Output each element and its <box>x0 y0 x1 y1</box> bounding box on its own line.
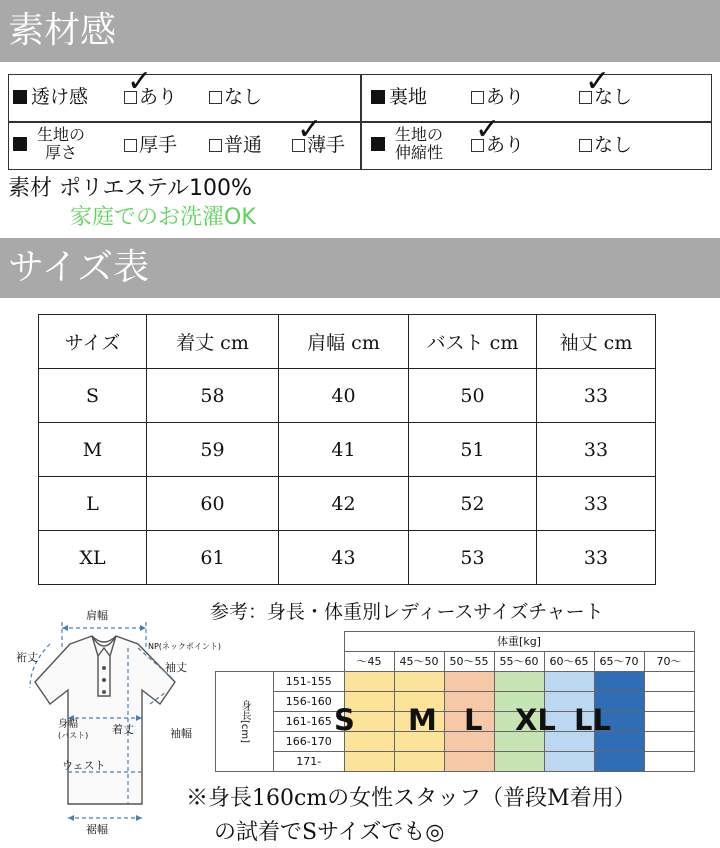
table-row <box>216 712 695 732</box>
chart-title: 参考：身長・体重別レディースサイズチャート <box>210 601 604 623</box>
washable-note: 家庭でのお洗濯OK <box>70 205 256 230</box>
size-label-l: L <box>464 703 483 737</box>
table-header-cell: 着丈 cm <box>147 315 279 369</box>
height-row-label: 166-170 <box>274 732 345 752</box>
weight-col: 50～55 <box>444 652 494 672</box>
checkmark-icon: ✓ <box>297 112 323 147</box>
sleeve-width-label: 袖幅 <box>170 727 192 740</box>
checkbox-icon <box>471 91 484 104</box>
hem-width-label: 裾幅 <box>86 823 108 836</box>
length-label: 着丈 <box>112 723 134 736</box>
chart-cell <box>644 692 694 712</box>
checkmark-icon: ✓ <box>585 64 611 99</box>
table-cell: 42 <box>279 477 409 531</box>
chart-cell <box>644 732 694 752</box>
size-label-s: S <box>334 703 355 737</box>
table-header-row <box>39 315 656 369</box>
size-chart-table <box>215 631 695 772</box>
size-label-ll: LL <box>574 703 611 737</box>
thickness-normal-option: 普通 <box>209 136 262 155</box>
fabric-composition: 素材 ポリエステル100% <box>8 176 252 201</box>
shoulder-label: 肩幅 <box>86 609 108 622</box>
checkbox-icon <box>579 139 592 152</box>
size-table <box>38 314 656 585</box>
table-header-cell: バスト cm <box>409 315 537 369</box>
staff-note-line2: の試着でSサイズでも◎ <box>214 820 445 845</box>
lining-no-option: なし <box>579 88 632 107</box>
chart-cell <box>394 672 444 692</box>
size-label-m: M <box>408 703 437 737</box>
checkbox-icon <box>209 91 222 104</box>
checkmark-icon: ✓ <box>127 64 153 99</box>
table-row <box>216 752 695 772</box>
table-cell: XL <box>39 531 147 585</box>
transparency-yes-option: あり <box>124 88 177 107</box>
chart-cell <box>544 672 594 692</box>
table-cell: 60 <box>147 477 279 531</box>
thickness-thick-option: 厚手 <box>124 136 177 155</box>
chart-cell <box>544 752 594 772</box>
material-table <box>8 64 712 170</box>
checkmark-icon: ✓ <box>475 112 501 147</box>
chart-cell <box>644 712 694 732</box>
table-cell: 33 <box>537 369 656 423</box>
thickness-thin-option: 薄手 <box>292 136 345 155</box>
body-width-label: 身幅 <box>58 719 78 730</box>
stretch-label: 生地の 伸縮性 <box>395 125 444 162</box>
checkbox-icon <box>209 139 222 152</box>
table-cell: 33 <box>537 531 656 585</box>
table-cell: 40 <box>279 369 409 423</box>
weight-col: 70～ <box>644 652 694 672</box>
size-label-xl: XL <box>515 703 556 737</box>
table-header-cell: 肩幅 cm <box>279 315 409 369</box>
table-cell: 59 <box>147 423 279 477</box>
lining-yes-option: あり <box>471 88 524 107</box>
weight-col: 45～50 <box>394 652 444 672</box>
table-cell: 52 <box>409 477 537 531</box>
transparency-no-option: なし <box>209 88 262 107</box>
chart-cell <box>494 672 544 692</box>
staff-note-line1: ※身長160cmの女性スタッフ（普段M着用） <box>186 786 636 811</box>
weight-header: 体重[kg] <box>344 632 694 652</box>
waist-label: ウェスト <box>62 759 106 772</box>
bullet-square-icon <box>371 137 385 151</box>
chart-cell <box>344 752 394 772</box>
size-header: サイズ表 <box>8 247 150 288</box>
table-cell: S <box>39 369 147 423</box>
table-cell: 61 <box>147 531 279 585</box>
table-cell: 41 <box>279 423 409 477</box>
lining-label: 裏地 <box>371 88 427 107</box>
chart-cell <box>644 752 694 772</box>
height-row-label: 151-155 <box>274 672 345 692</box>
table-header-cell: 袖丈 cm <box>537 315 656 369</box>
yuki-label: 裄丈 <box>16 651 38 664</box>
table-row <box>39 477 656 531</box>
table-cell: 33 <box>537 477 656 531</box>
chart-cell <box>644 672 694 692</box>
weight-col: 55～60 <box>494 652 544 672</box>
table-row <box>39 423 656 477</box>
shirt-measurement-diagram <box>0 604 212 844</box>
size-header-band <box>0 238 720 298</box>
weight-col: 65～70 <box>594 652 644 672</box>
chart-cell <box>494 752 544 772</box>
neck-point-label: NP(ネックポイント) <box>148 642 222 651</box>
chart-cell <box>444 672 494 692</box>
bust-label: (バスト) <box>58 731 89 740</box>
height-row-label: 171- <box>274 752 345 772</box>
table-cell: M <box>39 423 147 477</box>
material-header: 素材感 <box>8 10 117 51</box>
thickness-label: 生地の 厚さ <box>37 125 86 162</box>
table-row <box>216 732 695 752</box>
table-cell: 33 <box>537 423 656 477</box>
table-row <box>216 692 695 712</box>
table-cell: 51 <box>409 423 537 477</box>
table-row <box>216 672 695 692</box>
table-cell: 50 <box>409 369 537 423</box>
chart-cell <box>344 672 394 692</box>
table-row <box>39 369 656 423</box>
height-header: 身長[cm] <box>216 672 274 772</box>
table-header-cell: サイズ <box>39 315 147 369</box>
stretch-yes-option: あり <box>471 136 524 155</box>
weight-col: ～45 <box>344 652 394 672</box>
stretch-no-option: なし <box>579 136 632 155</box>
height-row-label: 156-160 <box>274 692 345 712</box>
table-cell: 53 <box>409 531 537 585</box>
bullet-square-icon <box>13 137 27 151</box>
chart-cell <box>444 752 494 772</box>
weight-col: 60～65 <box>544 652 594 672</box>
chart-cell <box>594 672 644 692</box>
chart-cell <box>594 752 644 772</box>
sleeve-length-label: 袖丈 <box>165 661 187 674</box>
transparency-label: 透け感 <box>13 88 88 107</box>
table-row <box>39 531 656 585</box>
table-cell: 58 <box>147 369 279 423</box>
table-cell: 43 <box>279 531 409 585</box>
chart-cell <box>394 752 444 772</box>
checkbox-icon <box>124 139 137 152</box>
table-cell: L <box>39 477 147 531</box>
height-row-label: 161-165 <box>274 712 345 732</box>
weight-header-row <box>216 652 695 672</box>
material-header-band <box>0 0 720 62</box>
